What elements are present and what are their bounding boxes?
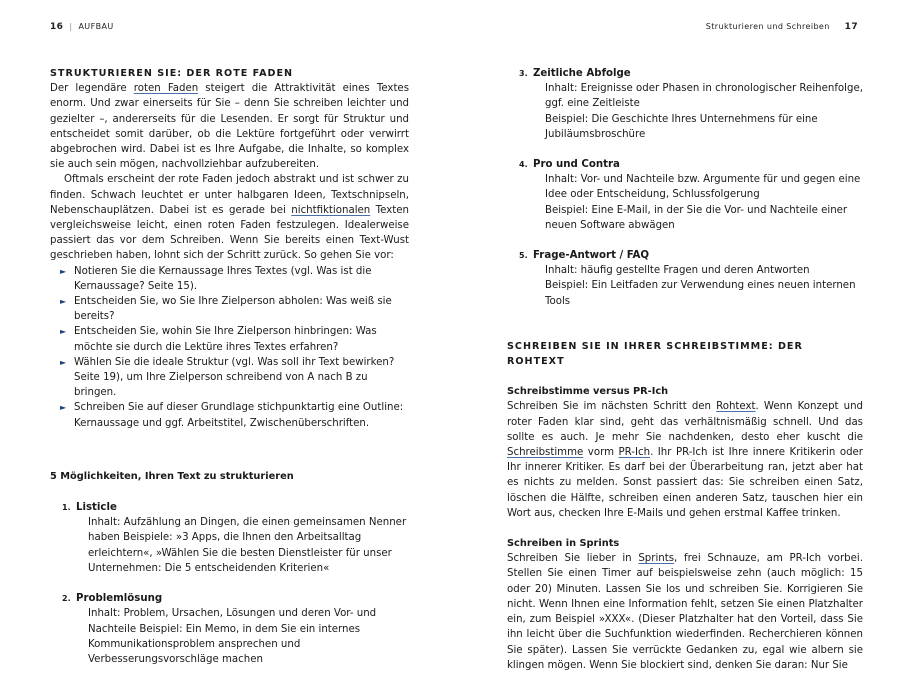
right-content [507, 66, 863, 673]
text-run: , frei Schnauze, am PR-Ich vorbei. Stellen Sie einen Timer auf beispielsweise zehn (auch möglich: 15 oder 20) Minuten. Lassen Sie los und schreiben Sie. Korrigieren Sie nicht. Wenn Ihnen eine Information fehlt, setzen Sie einen Platzhalter ein, zum Beispiel »XXX«. (Dieser Platzhalter hat den Vorteil, dass Sie ihn leicht über die Suchfunktion wiederfinden. Recherchieren können Sie später). Lassen Sie verrückte Gedanken zu, egal wie albern sie klingen mögen. Wenn Sie blockiert sind, denken Sie daran: Nur Sie [507, 553, 863, 671]
spacer [50, 484, 409, 500]
right-page-number: 17 [844, 22, 858, 32]
option-number: 1. [62, 503, 71, 513]
option-number: 5. [519, 251, 528, 261]
list-item-text: Wählen Sie die ideale Struktur (vgl. Was soll ihr Text bewirken? Seite 19), um Ihre Zielperson schreibend von A nach B zu bringen. [74, 356, 395, 399]
option-item [50, 591, 409, 667]
option-body: Beispiel: Eine E-Mail, in der Sie die Vor- und Nachteile einer neuen Software abwägen [545, 204, 848, 231]
right-page [456, 0, 913, 671]
text-run: Der legendäre [50, 83, 134, 95]
paragraph-rohtext [507, 399, 863, 521]
list-item [60, 355, 409, 401]
subheading-schreibstimme: Schreibstimme versus PR-Ich [507, 386, 669, 398]
left-running-head [50, 22, 114, 32]
options-list-left [50, 500, 409, 667]
list-item [60, 400, 409, 430]
spacer [50, 431, 409, 469]
link-schreibstimme[interactable]: Schreibstimme [507, 447, 584, 459]
list-item [60, 264, 409, 294]
steps-list [50, 264, 409, 431]
left-page-number: 16 [50, 22, 64, 32]
paragraph-intro [50, 81, 409, 172]
spacer [507, 309, 863, 339]
right-running-head [706, 22, 858, 32]
option-item [50, 500, 409, 576]
option-body: Beispiel: Ein Leitfaden zur Verwendung eines neuen internen Tools [545, 280, 856, 307]
text-run: Schreiben Sie lieber in [507, 553, 639, 565]
option-body: Inhalt: Aufzählung an Dingen, die einen gemeinsamen Nenner haben Beispiele: »3 Apps, die Ihnen den Arbeitsalltag erleichtern«, »Wählen Sie die besten Dienstleister für unser Unternehmen: Die 5 entscheidenden Kriterien« [88, 517, 407, 574]
option-title: Pro und Contra [533, 159, 620, 171]
option-title: Problemlösung [76, 593, 163, 605]
option-body: Inhalt: Vor- und Nachteile bzw. Argumente für und gegen eine Idee oder Entscheidung, Schlussfolgerung [545, 174, 861, 201]
link-rohtext[interactable]: Rohtext [716, 401, 756, 413]
option-title: Frage-Antwort / FAQ [533, 250, 650, 262]
option-item [507, 248, 863, 309]
option-number: 3. [519, 69, 528, 78]
text-run: . Ihr PR-Ich ist Ihre innere Kritikerin oder Ihr innerer Kritiker. Es darf bei der Überarbeitung ran, jetzt aber hat es nichts zu melden. Sonst passiert das: Sie schreiben einen Satz, löschen die Hälfte, schreiben einen anderen Satz, tauschen hier ein Wort aus, checken Ihre E-Mails und gehen erstmal Kaffee trinken. [507, 447, 863, 519]
option-number: 4. [519, 160, 528, 170]
option-title: Zeitliche Abfolge [533, 68, 631, 79]
paragraph-sprints [507, 551, 863, 673]
left-content [50, 66, 409, 667]
option-item [507, 66, 863, 142]
left-page [0, 0, 456, 665]
header-separator [836, 22, 839, 31]
option-body: Inhalt: Problem, Ursachen, Lösungen und deren Vor- und Nachteile Beispiel: Ein Memo, in dem Sie ein internes Kommunikationsproblem ansprechen und Verbesserungsvorschläge machen [88, 608, 377, 665]
chapter-label: AUFBAU [78, 22, 114, 31]
list-item-text: Entscheiden Sie, wohin Sie Ihre Zielperson hinbringen: Was möchte sie durch die Lektüre ihres Textes erfahren? [74, 326, 377, 353]
link-sprints[interactable]: Sprints [638, 553, 675, 565]
section-heading-rohtext: SCHREIBEN SIE IN IHRER SCHREIBSTIMME: DER ROHTEXT [507, 340, 803, 368]
triangle-bullet-icon: ► [60, 266, 67, 276]
triangle-bullet-icon: ► [60, 297, 67, 307]
text-run: vorm [583, 447, 619, 459]
triangle-bullet-icon: ► [60, 357, 67, 367]
paragraph-oftmals [50, 172, 409, 263]
option-title: Listicle [76, 502, 117, 514]
option-body: Beispiel: Die Geschichte Ihres Unternehmens für eine Jubiläumsbroschüre [545, 113, 818, 140]
list-item [60, 294, 409, 324]
text-run: Oftmals erscheint der rote Faden jedoch abstrakt und ist schwer zu finden. Schwach leuchtet er unter halbgaren Ideen, Textschnipseln, Nebenschauplätzen. Dabei ist es gerade bei [50, 174, 409, 216]
spacer [507, 521, 863, 536]
running-title: Strukturieren und Schreiben [705, 22, 830, 31]
subheading-sprints: Schreiben in Sprints [507, 538, 620, 550]
text-run: Texten vergleichsweise leicht, einen roten Faden festzulegen. Idealerweise passiert das vor dem Schreiben. Wenn Sie bereits einen Text-Wust geschrieben haben, lohnt sich der Schritt zurück. So gehen Sie vor: [50, 204, 409, 262]
list-item-text: Notieren Sie die Kernaussage Ihres Textes (vgl. Was ist die Kernaussage? Seite 15). [74, 265, 372, 292]
options-list-right [507, 66, 863, 309]
option-item [507, 157, 863, 233]
list-item-text: Entscheiden Sie, wo Sie Ihre Zielperson abholen: Was weiß sie bereits? [74, 296, 392, 323]
text-run: . Wenn Konzept und roter Faden klar sind, geht das verhältnismäßig schnell. Und das sollte es auch. Je mehr Sie nachdenken, desto eher kuscht die [507, 401, 863, 443]
triangle-bullet-icon: ► [60, 327, 67, 337]
option-body: Inhalt: häufig gestellte Fragen und deren Antworten [545, 265, 810, 277]
list-item-text: Schreiben Sie auf dieser Grundlage stichpunktartig eine Outline: Kernaussage und ggf. Arbeitstitel, Zwischenüberschriften. [74, 402, 404, 429]
section-heading-rote-faden: STRUKTURIEREN SIE: DER ROTE FADEN [50, 68, 294, 79]
link-pr-ich[interactable]: PR-Ich [618, 447, 651, 459]
link-nichtfiktionalen[interactable]: nichtfiktionalen [291, 204, 371, 216]
option-number: 2. [62, 594, 71, 604]
triangle-bullet-icon: ► [60, 403, 67, 413]
subheading-moeglichkeiten: 5 Möglichkeiten, Ihren Text zu strukturieren [50, 470, 294, 482]
option-body: Inhalt: Ereignisse oder Phasen in chronologischer Reihenfolge, ggf. eine Zeitleiste [545, 83, 863, 110]
text-run: Schreiben Sie im nächsten Schritt den [507, 401, 717, 413]
spacer [507, 369, 863, 384]
header-separator: | [69, 22, 73, 31]
list-item [60, 324, 409, 354]
link-roten-faden[interactable]: roten Faden [133, 83, 199, 95]
text-run: steigert die Attraktivität eines Textes enorm. Und zwar einerseits für Sie – denn Sie schreiben leichter und gezielter –, andererseits für die Lesenden. Er sorgt für Struktur und entscheidet somit darüber, ob die Lektüre fortgeführt oder verwirrt abgebrochen wird. Dabei ist es Ihre Aufgabe, die Inhalte, so komplex sie auch sein mögen, nachvollziehbar aufzubereiten. [50, 83, 410, 171]
